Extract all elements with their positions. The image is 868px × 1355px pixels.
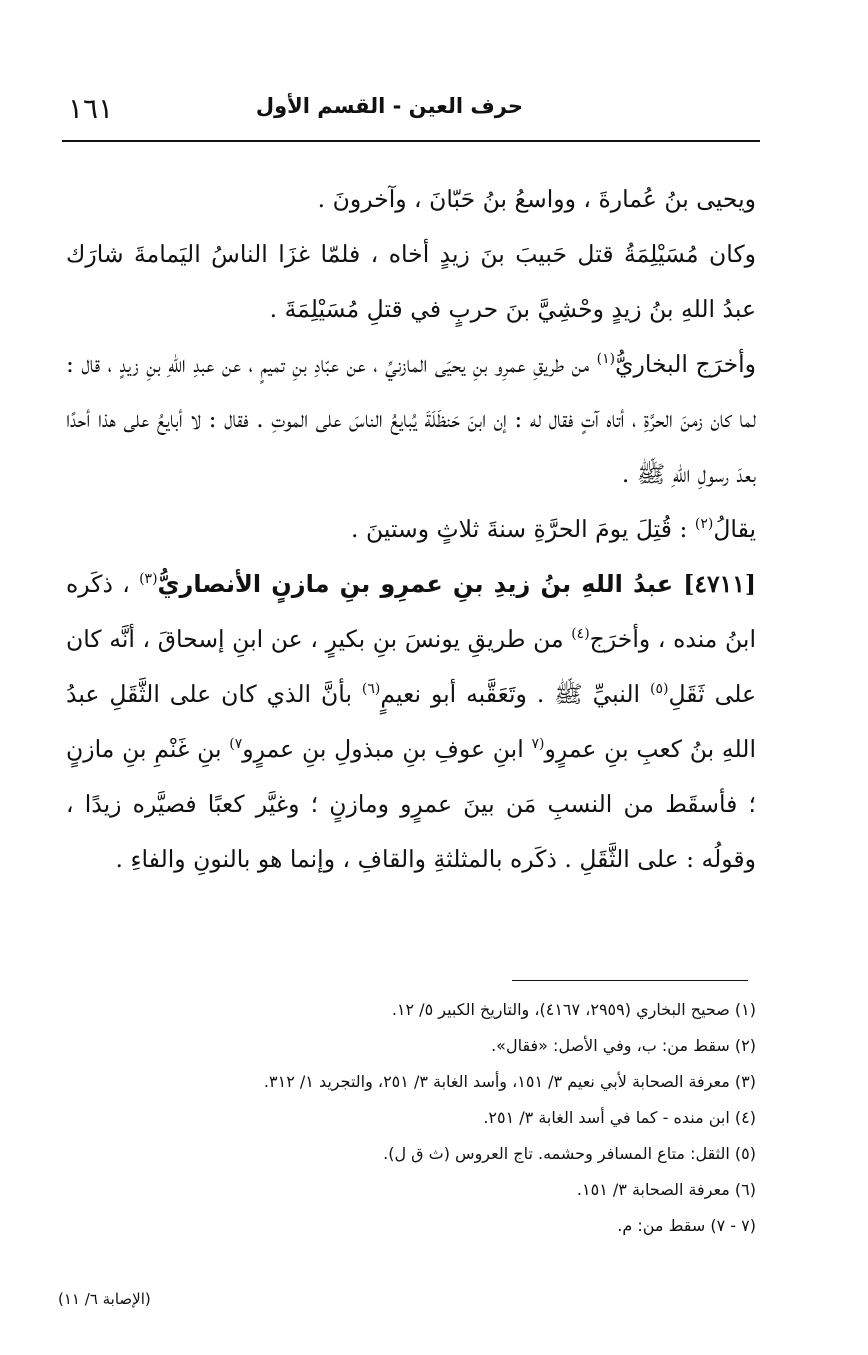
entry-text-e: ابنِ عوفِ بنِ مبذولِ بنِ عمرٍو bbox=[242, 735, 532, 763]
paragraph-2: وكان مُسَيْلِمَةُ قتل حَبيبَ بنَ زيدٍ أخاه ، فلمّا غزَا الناسُ اليَمامةَ شارَك عبدُ اللهِ بنُ زيدٍ وحْشِيَّ بنَ حربٍ في قتلِ مُسَيْلِمَةَ . bbox=[66, 240, 756, 323]
footnote-3: (٣) معرفة الصحابة لأبي نعيم ٣/ ١٥١، وأسد الغابة ٣/ ٢٥١، والتجريد ١/ ٣١٢. bbox=[263, 1072, 756, 1091]
footnote-6: (٦) معرفة الصحابة ٣/ ١٥١. bbox=[576, 1180, 756, 1199]
volume-signature: (الإصابة ٦/ ١١) bbox=[58, 1290, 151, 1308]
entry-text-c: النبيِّ ﷺ . وتَعَقَّبه أبو نعيمٍ bbox=[380, 680, 650, 708]
entry-text-b: من طريقِ يونسَ بنِ بكيرٍ ، عن ابنِ إسحاقَ ، أنَّه كان على ثَقَلِ bbox=[66, 625, 756, 708]
entry-paragraph bbox=[66, 557, 756, 887]
footnote-4: (٤) ابن منده - كما في أسد الغابة ٣/ ٢٥١. bbox=[483, 1108, 756, 1127]
footnotes bbox=[150, 992, 756, 1244]
footnote-ref-6: (٦) bbox=[361, 681, 381, 698]
header-rule bbox=[62, 140, 760, 142]
paragraph-3-text-a: وأخرَج البخاريُّ bbox=[615, 350, 756, 378]
footnote-ref-7-end: ٧) bbox=[229, 736, 243, 753]
page-header bbox=[60, 92, 758, 132]
footnote-2: (٢) سقط من: ب، وفي الأصل: «فقال». bbox=[491, 1036, 756, 1055]
entry-title: عبدُ اللهِ بنُ زيدِ بنِ عمرِو بنِ مازنٍ الأنصاريُّ bbox=[157, 570, 684, 598]
entry-text-f: بنِ غَنْمِ بنِ مازنٍ ؛ فأسقَط من النسبِ مَن بينَ عمرٍو ومازنٍ ؛ وغيَّر كعبًا فصيَّره زيدًا ، وقولُه : على الثَّقَلِ . ذكَره بالمثلثةِ والقافِ ، وإنما هو بالنونِ والفاءِ . bbox=[66, 735, 756, 873]
footnote-ref-1: (١) bbox=[596, 351, 616, 368]
entry-text-d: بأنَّ الذي كان على الثَّقَلِ عبدُ اللهِ بنُ كعبِ بنِ عمرٍو bbox=[66, 680, 756, 763]
paragraph-4 bbox=[66, 502, 756, 557]
footnote-ref-5: (٥) bbox=[649, 681, 669, 698]
paragraph-4-text-a: يقالُ bbox=[713, 515, 756, 543]
paragraph-3 bbox=[66, 337, 756, 502]
page-number: ١٦١ bbox=[68, 92, 114, 125]
footnotes-rule bbox=[512, 980, 748, 981]
footnote-1: (١) صحيح البخاري (٢٩٥٩، ٤١٦٧)، والتاريخ الكبير ٥/ ١٢. bbox=[391, 1000, 756, 1019]
paragraph-1: ويحيى بنُ عُمارةَ ، وواسعُ بنُ حَبّانَ ، وآخرونَ . bbox=[317, 185, 756, 213]
entry-number: [٤٧١١] bbox=[683, 570, 756, 598]
running-title: حرف العين - القسم الأول bbox=[255, 94, 523, 118]
paragraph-3-text-b: من طريقِ عمرِو بنِ يحيَى المازنيِّ ، عن عبّادِ بنِ تميمٍ ، عن عبدِ اللهِ بنِ زيدٍ ، قال : لما كان زمنَ الحرَّةِ ، أتاه آتٍ فقال له : إن ابنَ حَنظَلَةَ يُبايعُ الناسَ على الموتِ . فقال : لا أبايعُ على هذا أحدًا بعدَ رسولِ اللهِ ﷺ . bbox=[66, 350, 756, 488]
entry-text-a: ، ذكَره ابنُ منده ، وأخرَج bbox=[66, 570, 756, 653]
main-text bbox=[66, 172, 756, 887]
paragraph-4-text-b: : قُتِلَ يومَ الحرَّةِ سنةَ ثلاثٍ وستينَ . bbox=[351, 515, 695, 543]
footnote-ref-3: (٣) bbox=[139, 571, 158, 588]
footnote-7: (٧ - ٧) سقط من: م. bbox=[617, 1216, 756, 1235]
footnote-5: (٥) الثقل: متاع المسافر وحشمه. تاج العروس (ث ق ل). bbox=[383, 1144, 756, 1163]
footnote-ref-2: (٢) bbox=[694, 516, 714, 533]
footnote-ref-7-start: (٧ bbox=[531, 736, 545, 753]
footnote-ref-4: (٤) bbox=[571, 626, 590, 643]
